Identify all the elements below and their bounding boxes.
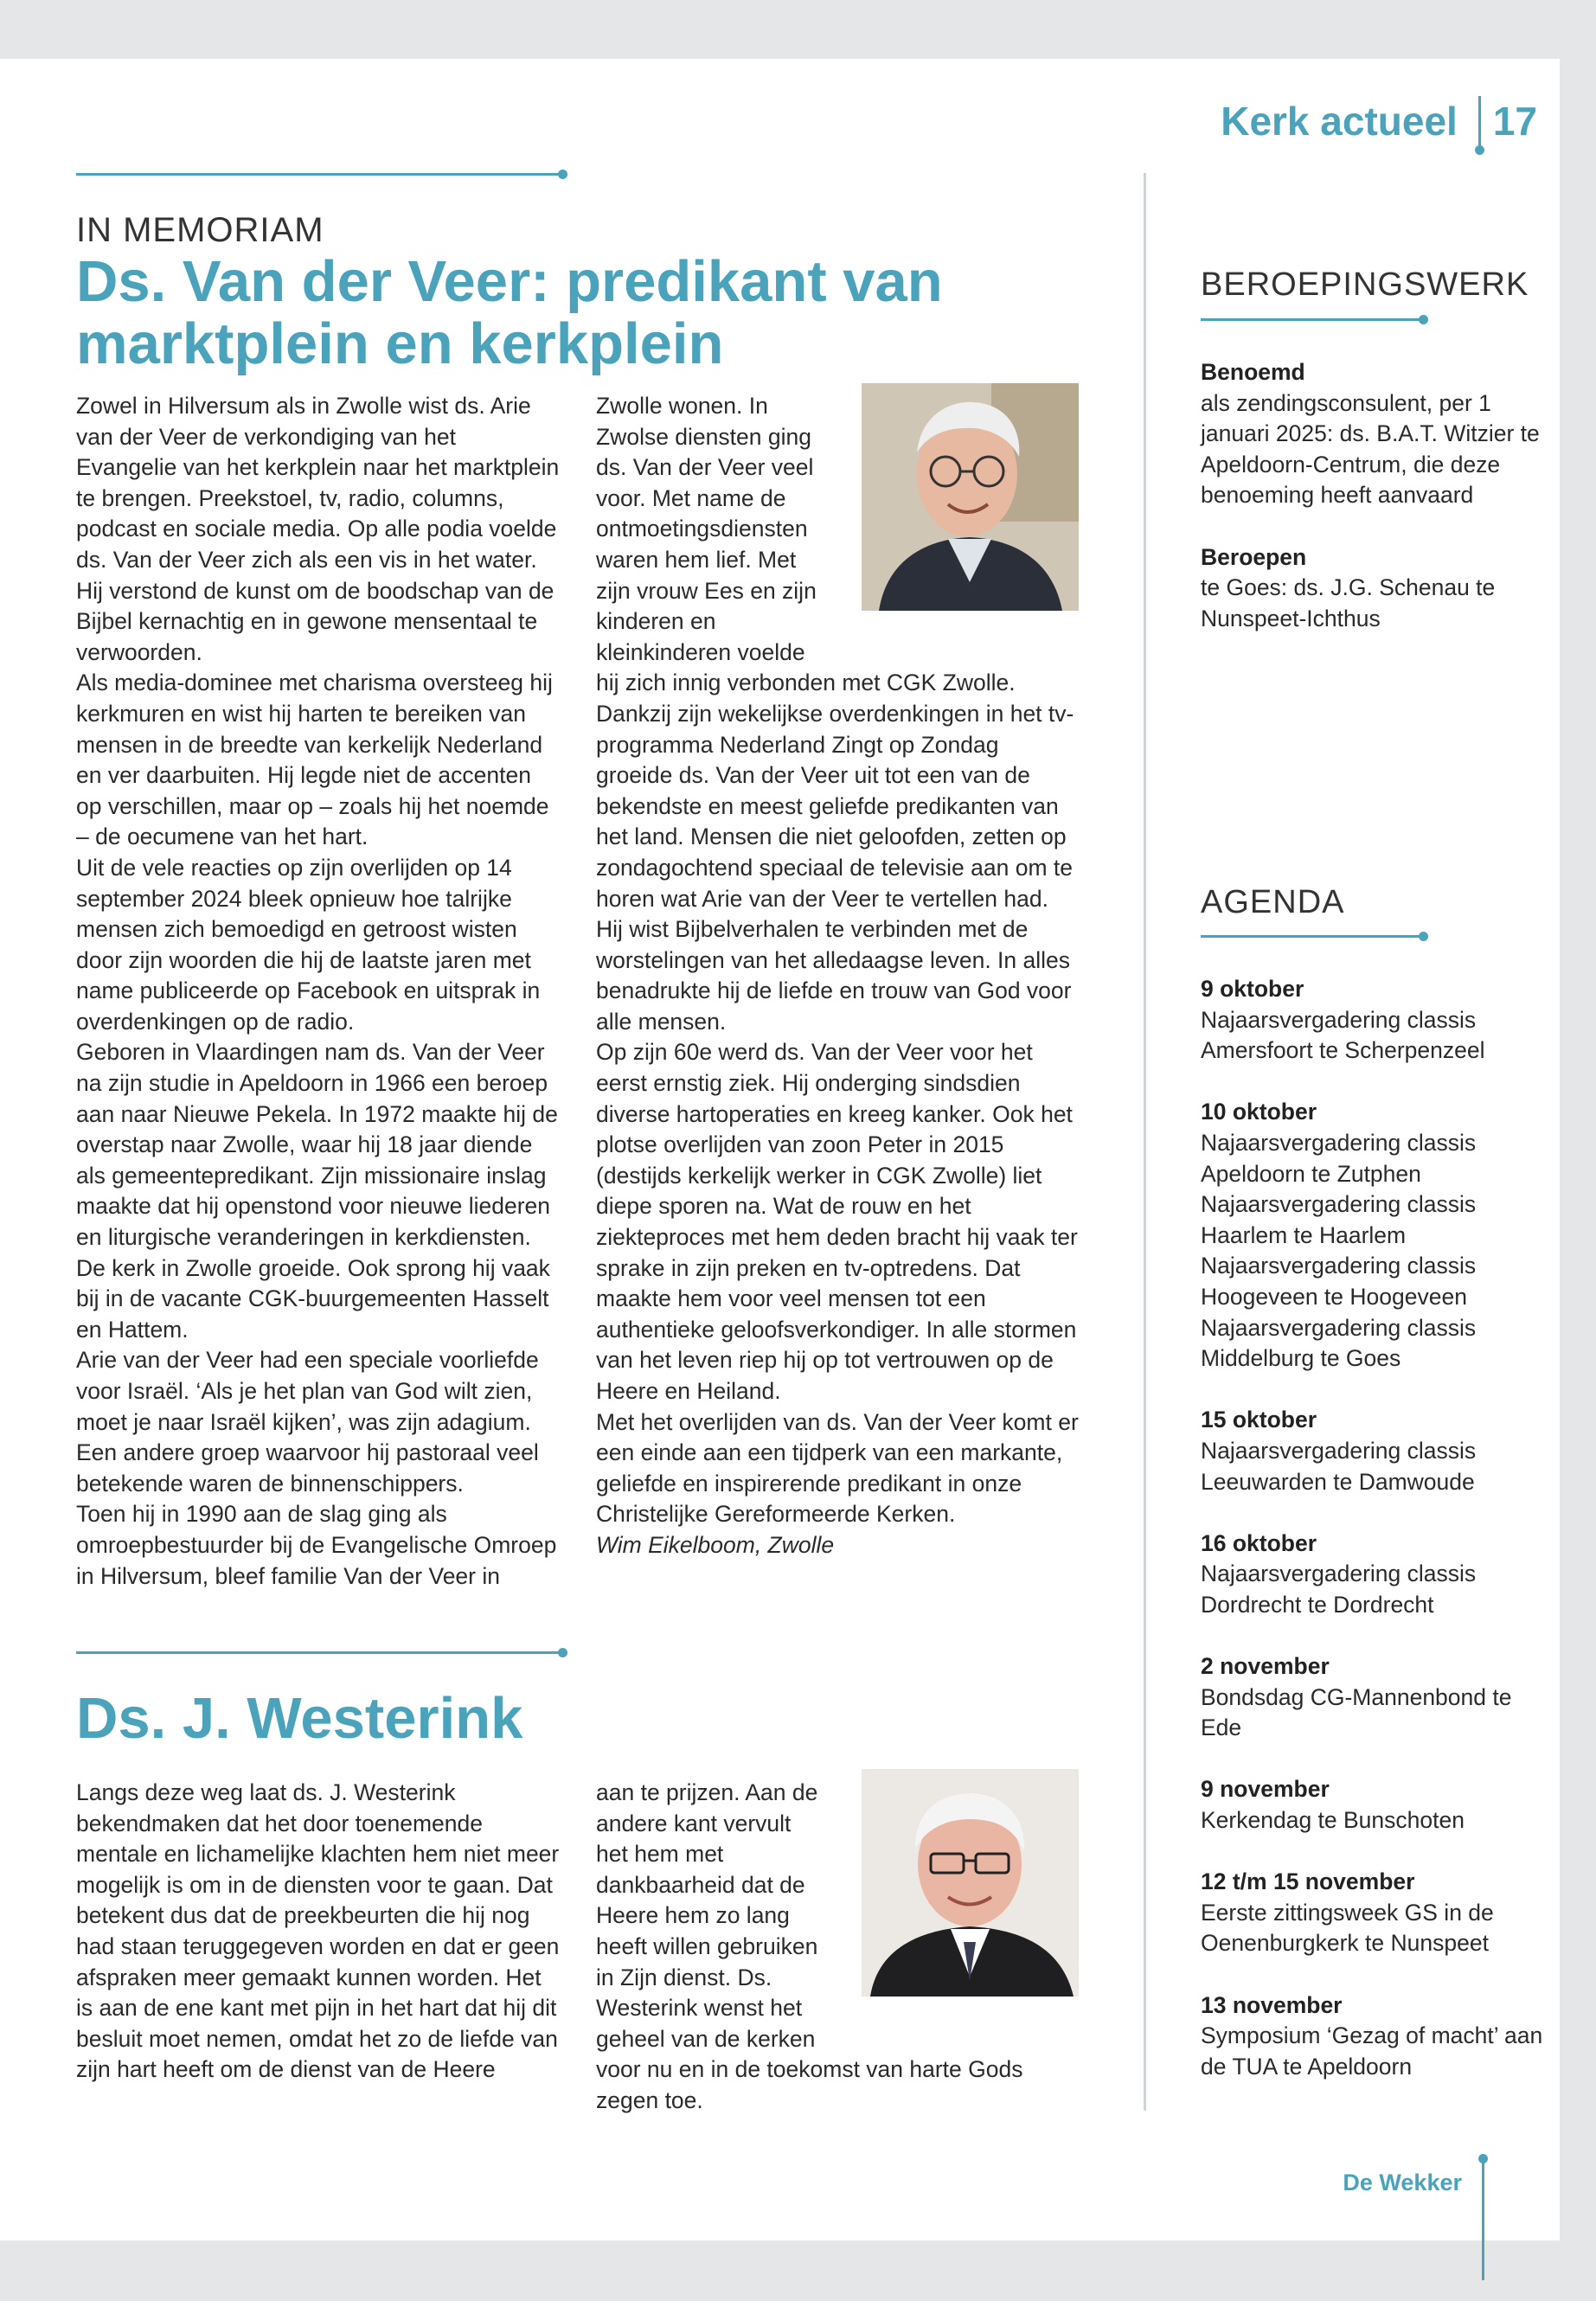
item-text: Bondsdag CG-Mannenbond te Ede: [1201, 1683, 1512, 1741]
beroepingswerk-list: [1201, 357, 1547, 665]
paragraph: Zowel in Hilversum als in Zwolle wist ds. Arie van der Veer de verkondiging van het Evangelie van het kerkplein naar het marktplein te brengen. Preekstoel, tv, radio, columns, podcast en sociale media. Op alle podia voelde ds. Van der Veer zich als een vis in het water. Hij verstond de kunst om de boodschap van de Bijbel kernachtig en in gewone mensentaal te verwoorden.: [76, 393, 560, 665]
paragraph: Met het overlijden van ds. Van der Veer komt er een einde aan een tijdperk van een markante, geliefde en inspirerende predikant in onze Christelijke Gereformeerde Kerken.: [596, 1408, 1079, 1528]
item-heading: 12 t/m 15 november: [1201, 1868, 1415, 1895]
paragraph: aan te prijzen. Aan de andere kant vervult het hem met dankbaarheid dat de Heere hem zo lang heeft willen gebruiken in Zijn dienst. Ds. Westerink wenst het geheel van de kerken voor nu en in de toekomst van harte Gods zegen toe.: [596, 1779, 1023, 2113]
page-number: 17: [1492, 99, 1537, 144]
list-item: [1201, 1990, 1547, 2083]
top-margin-bar: [0, 0, 1596, 59]
item-heading: 10 oktober: [1201, 1099, 1317, 1125]
article1-title: Ds. Van der Veer: predikant van marktplein en kerkplein: [76, 249, 943, 376]
article1-column-1: [76, 391, 561, 1592]
article2-rule: [76, 1651, 565, 1654]
page-header: [1221, 90, 1537, 152]
paragraph: Op zijn 60e werd ds. Van der Veer voor het eerst ernstig ziek. Hij onderging sindsdien diverse hartoperaties en kreeg kanker. Ook het plotse overlijden van zoon Peter in 2015 (destijds kerkelijk werker in CGK Zwolle) liet diepe sporen na. Wat de rouw en het ziekteproces met hem deden bracht hij vaak ter sprake in zijn preken en tv-optredens. Dat maakte hem voor veel mensen tot een authentieke geloofsverkondiger. In alle stormen van het leven riep hij op tot vertrouwen op de Heere en Heiland.: [596, 1039, 1078, 1404]
paragraph: Toen hij in 1990 aan de slag ging als omroepbestuurder bij de Evangelische Omroep in Hilversum, bleef familie Van der Veer in: [76, 1501, 557, 1589]
paragraph: Arie van der Veer had een speciale voorliefde voor Israël. ‘Als je het plan van God wilt zien, moet je naar Israël kijken’, was zijn adagium. Een andere groep waarvoor hij pastoraal veel betekende waren de binnenschippers.: [76, 1347, 539, 1497]
article1-rule: [76, 173, 565, 176]
item-heading: 2 november: [1201, 1653, 1330, 1680]
bottom-margin-bar: [0, 2240, 1596, 2301]
list-item: [1201, 974, 1547, 1067]
item-text: Symposium ‘Gezag of macht’ aan de TUA te Apeldoorn: [1201, 2022, 1543, 2080]
item-heading: 16 oktober: [1201, 1529, 1317, 1556]
beroepingswerk-rule: [1201, 318, 1426, 321]
section-name: Kerk actueel: [1221, 99, 1458, 144]
item-heading: 15 oktober: [1201, 1407, 1317, 1433]
beroepingswerk-title: BEROEPINGSWERK: [1201, 266, 1529, 303]
item-heading: Beroepen: [1201, 543, 1307, 570]
paragraph: Als media-dominee met charisma oversteeg hij kerkmuren en wist hij harten te bereiken van mensen in de breedte van kerkelijk Nederland en ver daarbuiten. Hij legde niet de accenten op verschillen, maar op – zoals hij het noemde – de oecumene van het hart.: [76, 670, 553, 850]
list-item: [1201, 1867, 1547, 1959]
item-text: Najaarsvergadering classis Leeuwarden te Damwoude: [1201, 1437, 1477, 1495]
item-text: Najaarsvergadering classis Amersfoort te Scherpenzeel: [1201, 1006, 1485, 1064]
item-text: Kerkendag te Bunschoten: [1201, 1807, 1465, 1834]
item-heading: 9 oktober: [1201, 976, 1304, 1002]
item-heading: Benoemd: [1201, 359, 1305, 385]
list-item: [1201, 1097, 1547, 1374]
footer-divider: [1482, 2159, 1484, 2280]
list-item: [1201, 357, 1547, 511]
article1-signature: Wim Eikelboom, Zwolle: [596, 1531, 835, 1558]
paragraph: Uit de vele reacties op zijn overlijden op 14 september 2024 bleek opnieuw hoe talrijke mensen zich bemoedigd en getroost wisten door zijn woorden die hij de laatste jaren met name publiceerde op Facebook en uitsprak in overdenkingen op de radio.: [76, 854, 541, 1035]
portrait-westerink: [862, 1769, 1079, 1997]
agenda-title: AGENDA: [1201, 884, 1345, 920]
item-text: Najaarsvergadering classis Apeldoorn te Zutphen Najaarsvergadering classis Haarlem te Haarlem Najaarsvergadering classis Hoogeveen te Hoogeveen Najaarsvergadering classis Middelburg te Goes: [1201, 1129, 1477, 1372]
portrait-van-der-veer: [862, 383, 1079, 611]
item-text: Najaarsvergadering classis Dordrecht te Dordrecht: [1201, 1561, 1477, 1618]
paragraph: Langs deze weg laat ds. J. Westerink bekendmaken dat het door toenemende mentale en lichamelijke klachten hem niet meer mogelijk is om in de diensten voor te gaan. Dat betekent dus dat de preekbeurten die hij nog had staan teruggegeven worden en dat er geen afspraken meer gemaakt kunnen worden. Het is aan de ene kant met pijn in het hart dat hij dit besluit moet nemen, omdat het zo de liefde van zijn hart heeft om de dienst van de Heere: [76, 1779, 560, 2083]
article1-kicker: IN MEMORIAM: [76, 211, 324, 249]
list-item: [1201, 1774, 1547, 1836]
agenda-rule: [1201, 935, 1426, 938]
item-text: als zendingsconsulent, per 1 januari 2025: ds. B.A.T. Witzier te Apeldoorn-Centrum, die deze benoeming heeft aanvaard: [1201, 389, 1540, 509]
header-divider: [1478, 96, 1481, 146]
list-item: [1201, 1529, 1547, 1621]
list-item: [1201, 542, 1547, 635]
article2-title: Ds. J. Westerink: [76, 1686, 523, 1751]
agenda-list: [1201, 974, 1547, 2113]
item-text: te Goes: ds. J.G. Schenau te Nunspeet-Ichthus: [1201, 574, 1496, 631]
item-text: Eerste zittingsweek GS in de Oenenburgkerk te Nunspeet: [1201, 1899, 1494, 1957]
footer-brand: De Wekker: [1343, 2170, 1462, 2195]
list-item: [1201, 1405, 1547, 1497]
item-heading: 13 november: [1201, 1991, 1343, 2018]
paragraph: Geboren in Vlaardingen nam ds. Van der Veer na zijn studie in Apeldoorn in 1966 een beroep aan naar Nieuwe Pekela. In 1972 maakte hij de overstap naar Zwolle, waar hij 18 jaar diende als gemeentepredikant. Zijn missionaire inslag maakte dat hij openstond voor nieuwe liederen en liturgische veranderingen in kerkdiensten. De kerk in Zwolle groeide. Ook sprong hij vaak bij in de vacante CGK-buurgemeenten Hasselt en Hattem.: [76, 1039, 558, 1343]
portrait-illustration: [862, 1769, 1079, 1997]
column-divider: [1144, 173, 1146, 2111]
item-heading: 9 november: [1201, 1776, 1330, 1803]
paragraph: Dankzij zijn wekelijkse overdenkingen in het tv-programma Nederland Zingt op Zondag groeide ds. Van der Veer uit tot een van de bekendste en meest geliefde predikanten van het land. Mensen die niet geloofden, zetten op zondagochtend speciaal de televisie aan om te horen wat Arie van der Veer te vertellen had. Hij wist Bijbelverhalen te verbinden met de worstelingen van het alledaagse leven. In alles benadrukte hij de liefde en trouw van God voor alle mensen.: [596, 700, 1074, 1035]
list-item: [1201, 1651, 1547, 1744]
right-margin-bar: [1560, 0, 1596, 2301]
portrait-illustration: [862, 383, 1079, 611]
article2-column-1: [76, 1778, 561, 2086]
paragraph: Zwolle wonen. In Zwolse diensten ging ds. Van der Veer veel voor. Met name de ontmoetingsdiensten waren hem lief. Met zijn vrouw Ees en zijn kinderen en kleinkinderen voelde hij zich innig verbonden met CGK Zwolle.: [596, 393, 1016, 696]
